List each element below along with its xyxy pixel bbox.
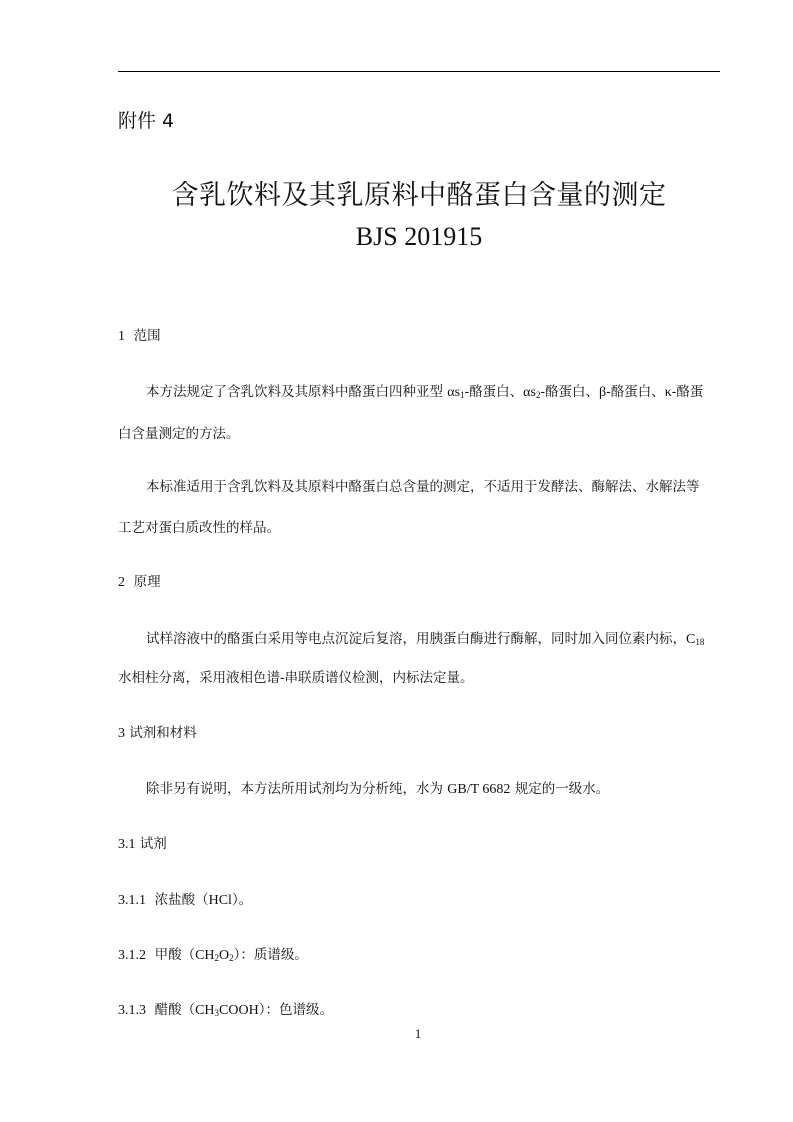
c18: $C_{18}$ <box>686 632 705 647</box>
reagent-item <box>118 1000 720 1021</box>
subsection-title: 试剂 <box>139 836 167 852</box>
item-number: 3.1.1 <box>118 893 146 908</box>
section-heading-reagents <box>118 723 197 744</box>
subsection-number: 3.1 <box>118 837 136 852</box>
text-run: -酪蛋白、 <box>540 384 600 400</box>
scope-paragraph-2-line-2: 工艺对蛋白质改性的样品。 <box>118 520 280 536</box>
document-code: BJS 201915 <box>355 222 483 251</box>
section-number: 1 <box>118 329 125 344</box>
beta: β <box>599 385 607 400</box>
text-run: 本方法规定了含乳饮料及其原料中酪蛋白四种亚型 <box>146 384 448 400</box>
text-run: -酪蛋 <box>671 384 704 400</box>
text-run: 试样溶液中的酪蛋白采用等电点沉淀后复溶，用胰蛋白酶进行酶解，同时加入同位素内标， <box>146 631 686 647</box>
text-run: 除非另有说明，本方法所用试剂均为分析纯，水为 <box>146 781 448 797</box>
section-number: 3 <box>118 726 125 741</box>
item-number: 3.1.3 <box>118 1003 146 1018</box>
section-heading-scope <box>118 326 161 347</box>
subsection-heading-reagents <box>118 834 167 855</box>
scope-paragraph-1-line-1 <box>118 382 720 403</box>
section-number: 2 <box>118 575 125 590</box>
section-title: 范围 <box>133 328 161 344</box>
principle-paragraph-line-1 <box>118 629 720 650</box>
section-heading-principle <box>118 572 161 593</box>
text-run: 本标准适用于含乳饮料及其原料中酪蛋白总含量的测定，不适用于发酵法、酶解法、水解法等 <box>146 479 700 495</box>
item-name: 醋酸（ <box>154 1002 196 1018</box>
chemical-formula: $CH_2O_2$ <box>195 948 234 963</box>
alpha-s2: $\alpha s_2$ <box>523 385 541 400</box>
reagent-item <box>118 945 720 966</box>
scope-paragraph-1-line-2: 白含量测定的方法。 <box>118 426 240 442</box>
document-title: 含乳饮料及其乳原料中酪蛋白含量的测定 <box>171 180 667 211</box>
text-run: ）：质谱级。 <box>233 947 308 963</box>
item-name: 浓盐酸（ <box>154 892 209 908</box>
item-number: 3.1.2 <box>118 948 146 963</box>
alpha-s1: $\alpha s_1$ <box>447 385 465 400</box>
text-run: -酪蛋白、 <box>464 384 524 400</box>
text-run: 规定的一级水。 <box>510 781 610 797</box>
standard-reference: GB/T 6682 <box>447 782 511 797</box>
chemical-formula: $CH_3COOH$ <box>195 1003 259 1018</box>
chemical-formula: HCl <box>208 893 232 908</box>
text-run: -酪蛋白、 <box>606 384 665 400</box>
scope-paragraph-2-line-1 <box>118 477 720 497</box>
page-number: 1 <box>414 1026 422 1041</box>
reagents-intro <box>118 779 720 800</box>
section-title: 试剂和材料 <box>129 725 197 741</box>
attachment-label: 附件 4 <box>118 110 175 132</box>
text-run: ）。 <box>231 892 253 908</box>
item-name: 甲酸（ <box>154 947 196 963</box>
text-run: ）：色谱级。 <box>258 1002 333 1018</box>
reagent-item <box>118 890 720 911</box>
section-title: 原理 <box>133 574 161 590</box>
header-rule <box>118 71 720 72</box>
principle-paragraph-line-2: 水相柱分离，采用液相色谱-串联质谱仪检测，内标法定量。 <box>118 670 474 686</box>
kappa: κ <box>664 385 672 400</box>
